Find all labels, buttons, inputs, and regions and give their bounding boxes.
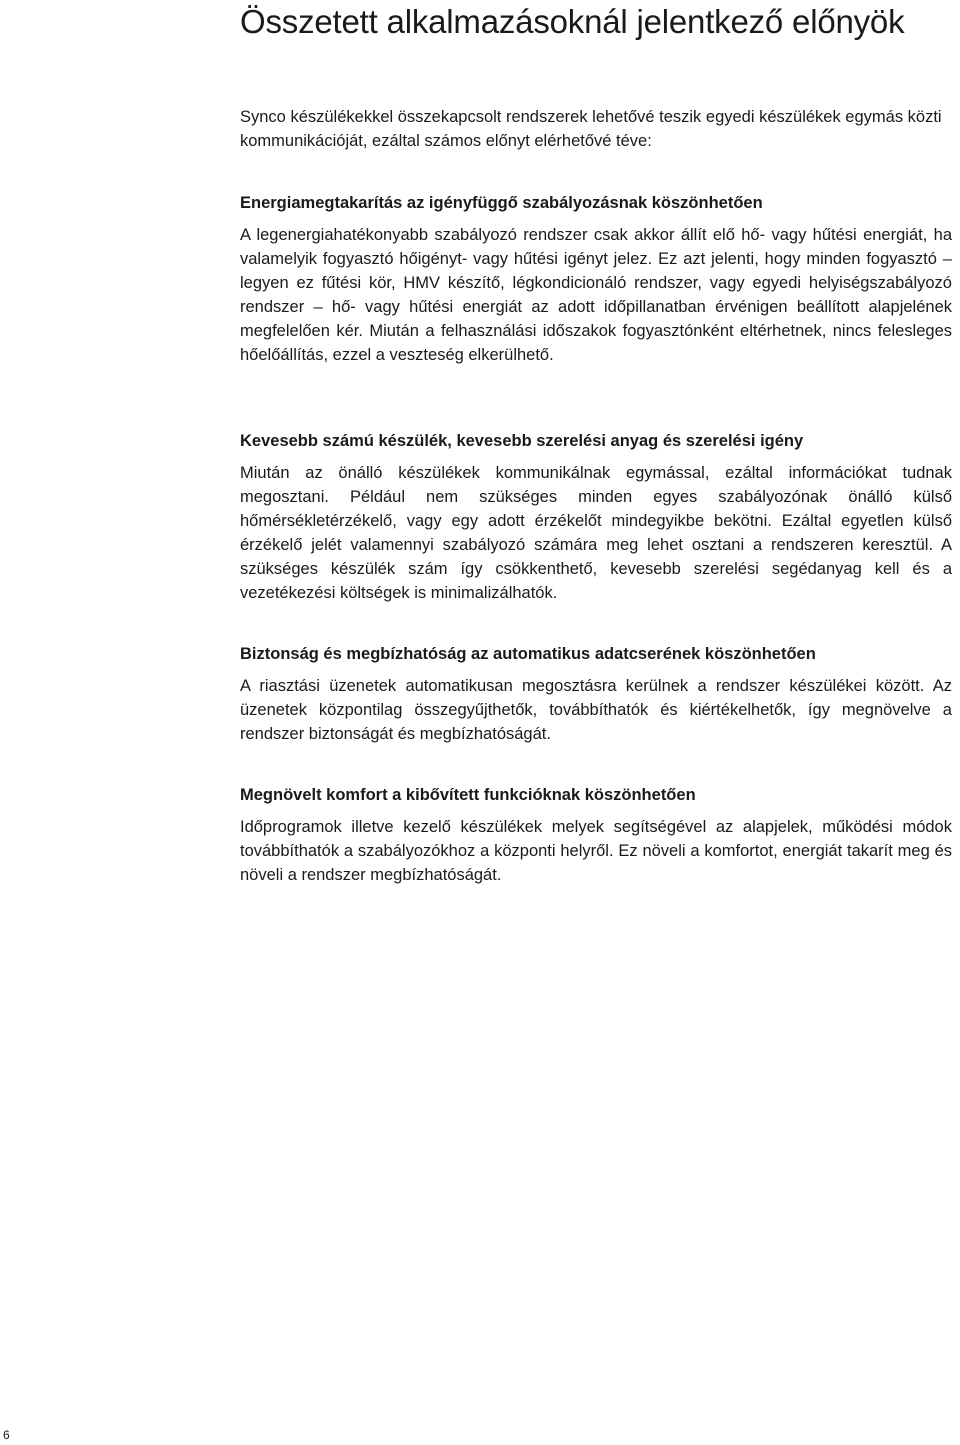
section-body: Miután az önálló készülékek kommunikálnak egymással, ezáltal információkat tudnak megosztani. Például nem szükséges minden egyes szabályozónak önálló külső hőmérsékletérzékelő, vagy egy adott érzékelőt mindegyikbe bekötni. Ezáltal egyetlen külső érzékelő jelét valamennyi szabályozó számára meg lehet osztani a rendszeren keresztül. A szükséges készülék szám így csökkenthető, kevesebb szerelési segédanyag kell és a vezetékezési költségek is minimalizálhatók. bbox=[240, 464, 952, 602]
page-title: Összetett alkalmazásoknál jelentkező előnyök bbox=[240, 3, 905, 40]
section-fewer-devices bbox=[240, 429, 952, 605]
section-heading: Biztonság és megbízhatóság az automatikus adatcserének köszönhetően bbox=[240, 645, 816, 663]
page-number: 6 bbox=[3, 1428, 10, 1442]
section-energy-saving bbox=[240, 191, 952, 367]
section-comfort bbox=[240, 783, 952, 887]
section-body: Időprogramok illetve kezelő készülékek melyek segítségével az alapjelek, működési módok továbbíthatók a szabályozókhoz a központi helyről. Ez növeli a komfortot, energiát takarít meg és növeli a rendszer megbízhatóságát. bbox=[240, 818, 952, 884]
section-body: A riasztási üzenetek automatikusan megosztásra kerülnek a rendszer készülékei között. Az üzenetek központilag összegyűjthetők, továbbíthatók és kiértékelhetők, így megnövelve a rendszer biztonságát és megbízhatóságát. bbox=[240, 677, 952, 743]
intro-paragraph: Synco készülékekkel összekapcsolt rendszerek lehetővé teszik egyedi készülékek egymás közti kommunikációját, ezáltal számos előnyt elérhetővé téve: bbox=[240, 108, 942, 150]
section-safety-reliability bbox=[240, 642, 952, 746]
section-heading: Megnövelt komfort a kibővített funkcióknak köszönhetően bbox=[240, 786, 696, 804]
section-heading: Energiamegtakarítás az igényfüggő szabályozásnak köszönhetően bbox=[240, 194, 763, 212]
section-body: A legenergiahatékonyabb szabályozó rendszer csak akkor állít elő hő- vagy hűtési energiát, ha valamelyik fogyasztó hőigényt- vagy hűtési igényt jelez. Ez azt jelenti, hogy minden fogyasztó – legyen ez fűtési kör, HMV készítő, légkondicionáló rendszer, vagy egyedi helyiségszabályozó rendszer – hő- vagy hűtési energiát az adott időpillanatban érvénigen beállított alapjelének megfelelően kér. Miután a felhasználási időszakok fogyasztónként eltérhetnek, nincs felesleges hőelőállítás, ezzel a veszteség elkerülhető. bbox=[240, 226, 952, 364]
section-heading: Kevesebb számú készülék, kevesebb szerelési anyag és szerelési igény bbox=[240, 432, 804, 450]
